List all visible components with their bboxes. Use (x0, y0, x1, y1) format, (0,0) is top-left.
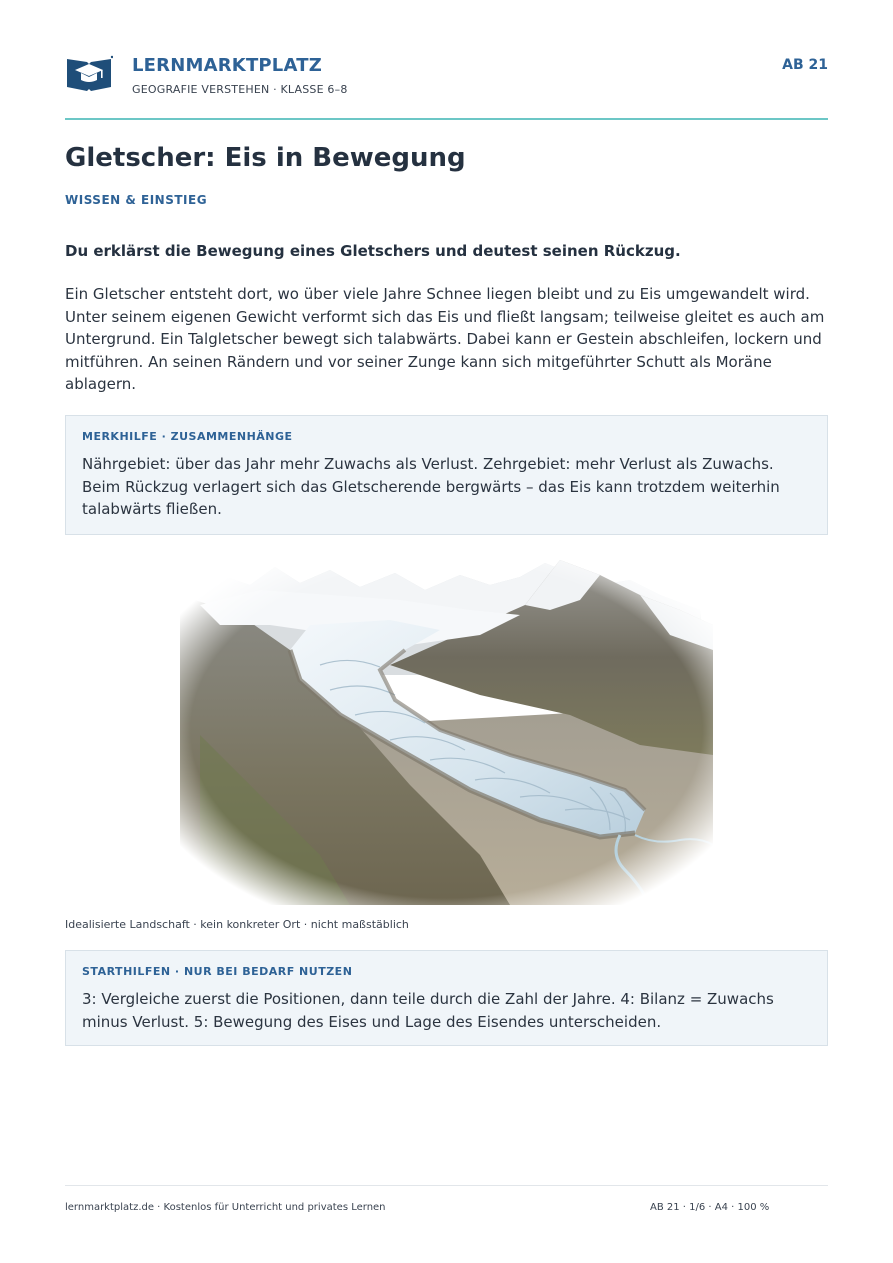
starthilfen-text: 3: Vergleiche zuerst die Positionen, dann teile durch die Zahl der Jahre. 4: Bilanz = Zuwachs minus Verlust. 5: Bewegung des Eises und Lage des Eisendes unterscheiden. (82, 990, 774, 1031)
graduation-cap-book-icon (65, 53, 113, 93)
footer-divider (65, 1185, 828, 1186)
starthilfen-box (65, 950, 828, 1046)
page-header (65, 50, 828, 100)
starthilfen-heading: STARTHILFEN · NUR BEI BEDARF NUTZEN (82, 965, 353, 978)
merkhilfe-box (65, 415, 828, 535)
section-kicker: WISSEN & EINSTIEG (65, 193, 208, 207)
glacier-illustration (180, 555, 713, 905)
footer-site: lernmarktplatz.de · Kostenlos für Unterricht und privates Lernen (65, 1202, 386, 1213)
brand-subtitle: GEOGRAFIE VERSTEHEN · KLASSE 6–8 (132, 83, 348, 96)
page-title: Gletscher: Eis in Bewegung (65, 143, 466, 173)
header-divider (65, 118, 828, 120)
figure-caption: Idealisierte Landschaft · kein konkreter Ort · nicht maßstäblich (65, 918, 409, 931)
merkhilfe-text: Nährgebiet: über das Jahr mehr Zuwachs als Verlust. Zehrgebiet: mehr Verlust als Zuwachs. Beim Rückzug verlagert sich das Gletscherende bergwärts – das Eis kann trotzdem weiterhin talabwärts fließen. (82, 455, 780, 518)
sheet-number: AB 21 (782, 57, 828, 73)
brand-name: LERNMARKTPLATZ (132, 55, 322, 76)
footer-page-info: AB 21 · 1/6 · A4 · 100 % (650, 1202, 770, 1213)
intro-paragraph: Ein Gletscher entsteht dort, wo über viele Jahre Schnee liegen bleibt und zu Eis umgewandelt wird. Unter seinem eigenen Gewicht verformt sich das Eis und fließt langsam; teilweise gleitet es auch am Untergrund. Ein Talgletscher bewegt sich talabwärts. Dabei kann er Gestein abschleifen, lockern und mitführen. An seinen Rändern und vor seiner Zunge kann sich mitgeführter Schutt als Moräne ablagern. (65, 285, 825, 393)
learning-goal: Du erklärst die Bewegung eines Gletschers und deutest seinen Rückzug. (65, 242, 681, 260)
merkhilfe-heading: MERKHILFE · ZUSAMMENHÄNGE (82, 430, 293, 443)
